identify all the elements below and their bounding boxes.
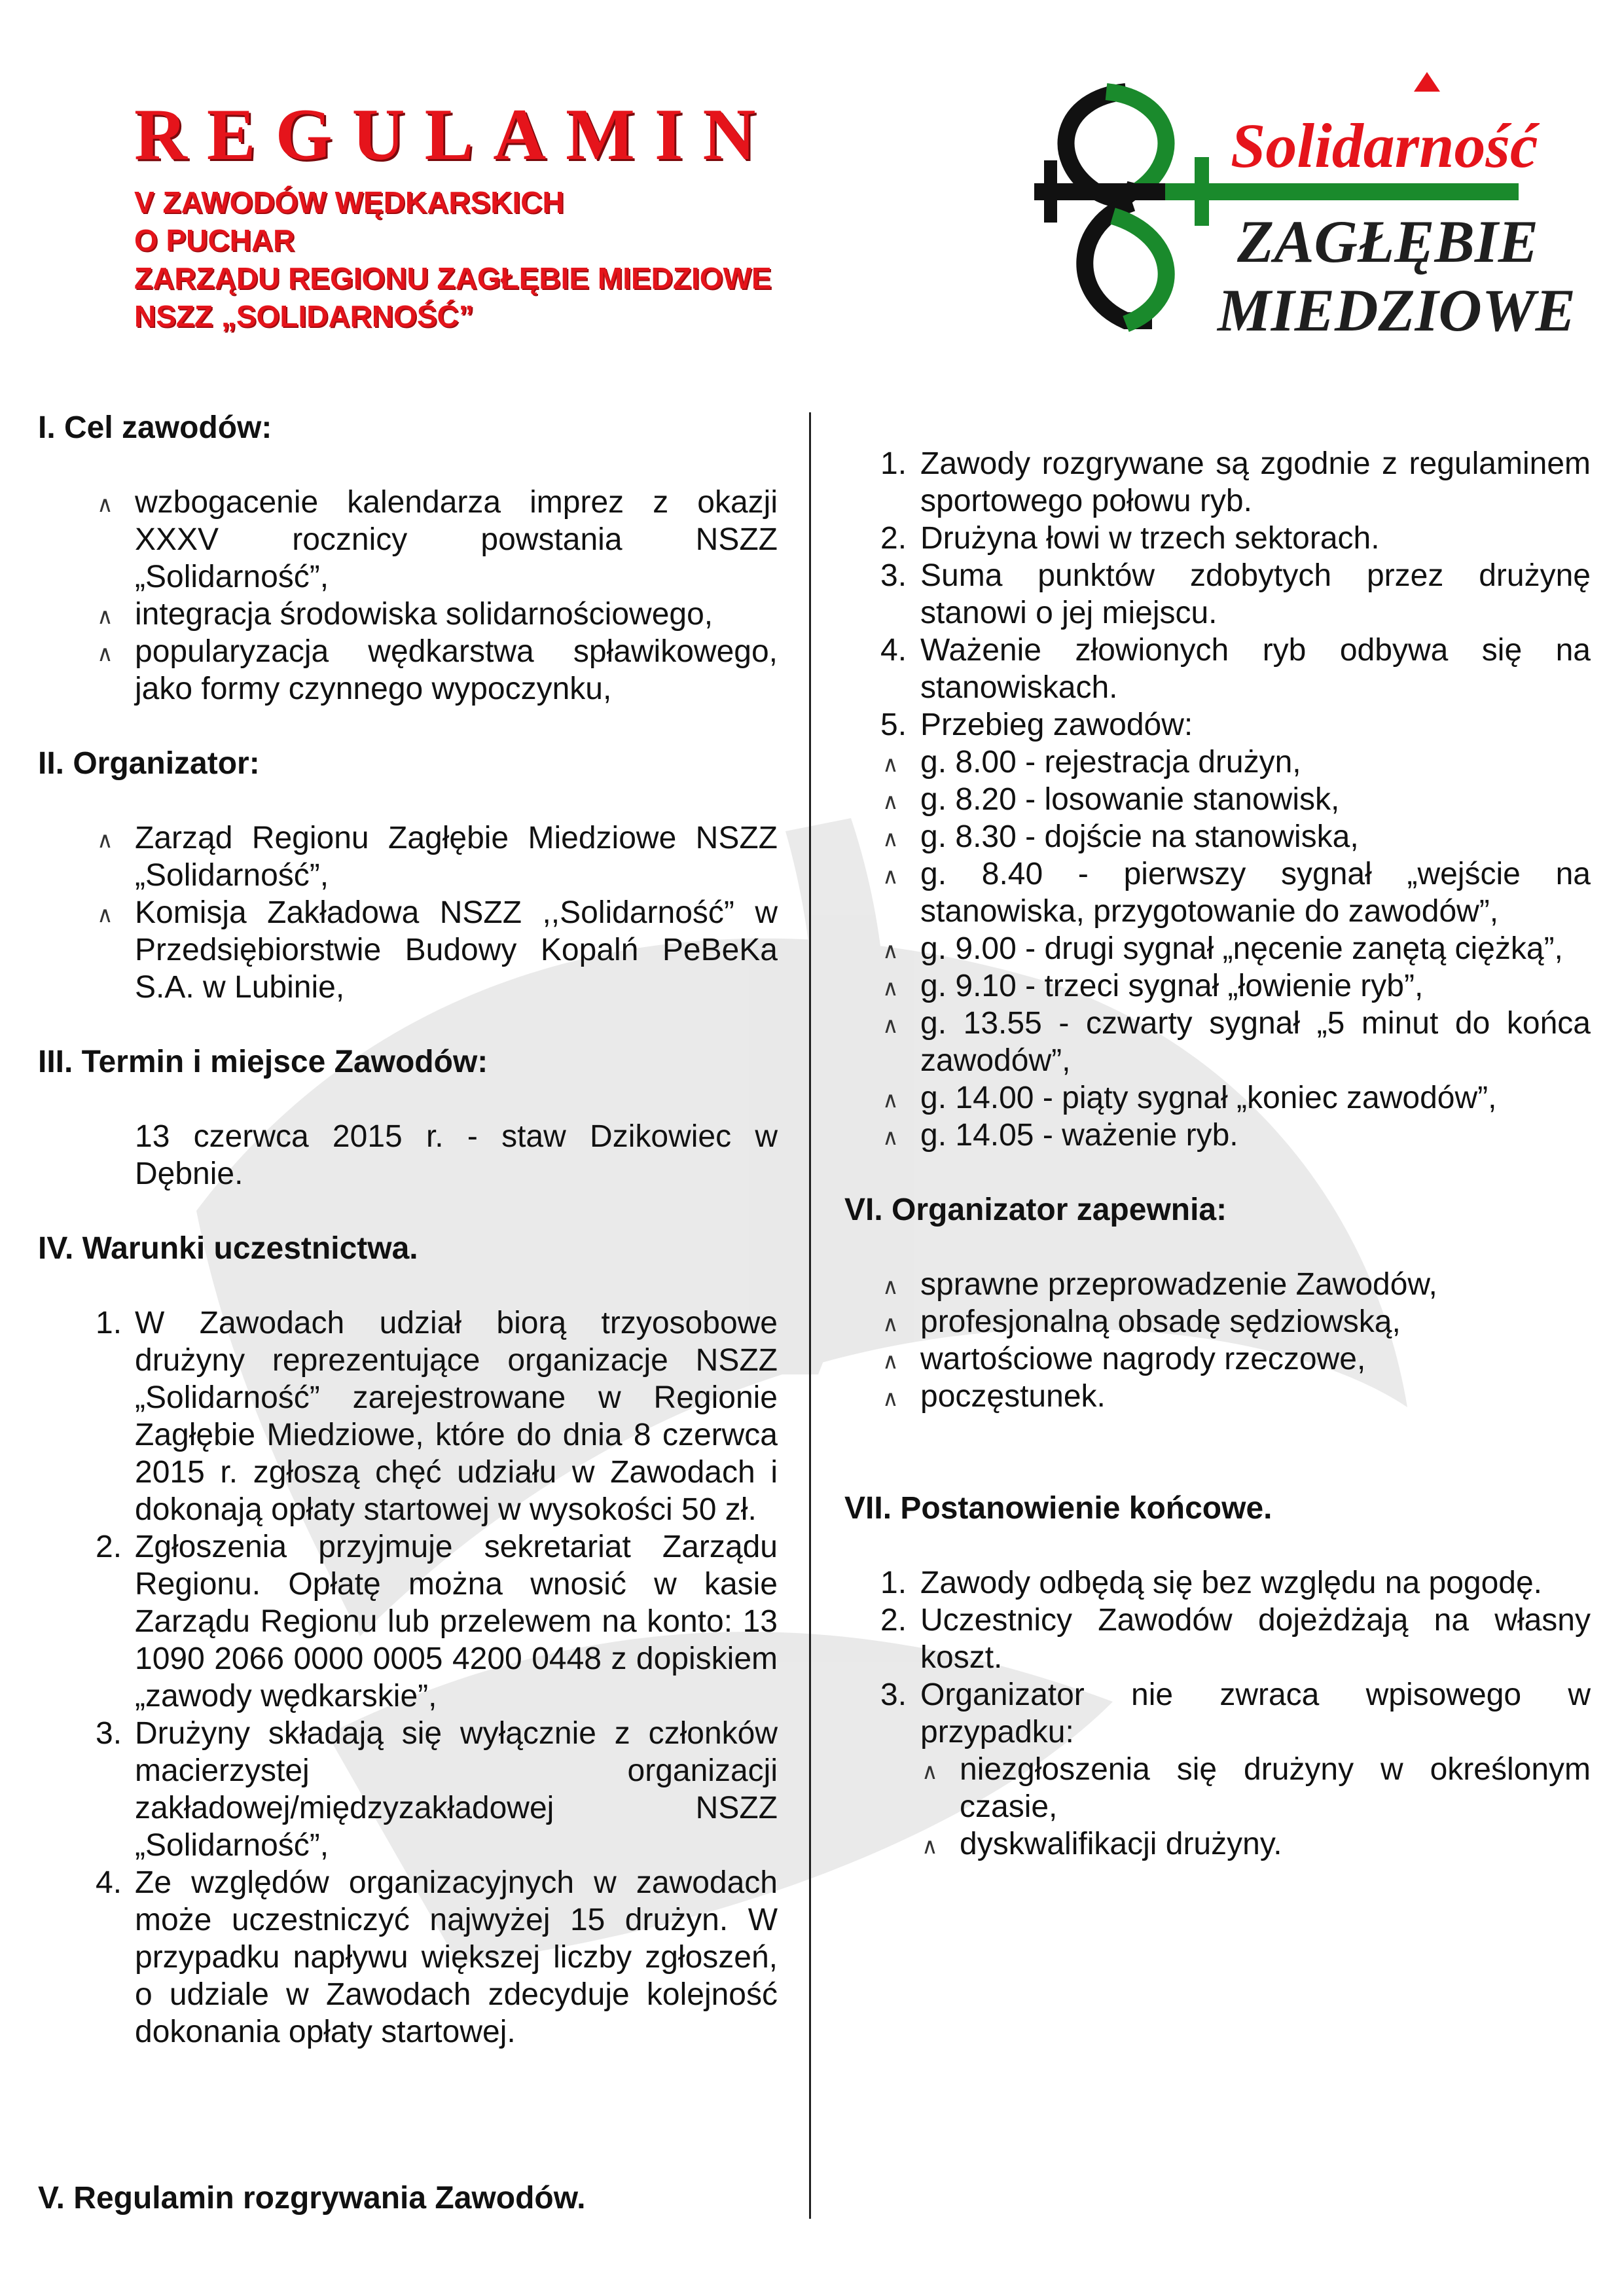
- fishhook-icon: ∧: [882, 1349, 899, 1374]
- list-item: 2. Uczestnicy Zawodów dojeżdżają na własny koszt.: [880, 1603, 1591, 1675]
- list-item: 3. Suma punktów zdobytych przez drużynę stanowi o jej miejscu.: [880, 558, 1591, 630]
- fishhook-icon: ∧: [882, 1312, 899, 1336]
- section-heading: IV. Warunki uczestnictwa.: [38, 1231, 418, 1266]
- section-warunki: [38, 1230, 778, 2051]
- fishhook-icon: ∧: [97, 492, 113, 517]
- termin-text: 13 czerwca 2015 r. - staw Dzikowiec w Dębnie.: [135, 1119, 778, 1191]
- fishhook-icon: ∧: [97, 604, 113, 629]
- schedule-item: ∧ g. 8.00 - rejestracja drużyn,: [844, 744, 1591, 781]
- list-item: 3. Organizator nie zwraca wpisowego w przypadku:: [880, 1677, 1591, 1749]
- schedule-list: [844, 744, 1591, 1154]
- solidarnosc-logo: [1021, 72, 1576, 347]
- list-item: ∧ sprawne przeprowadzenie Zawodów,: [844, 1266, 1591, 1303]
- schedule-item: ∧ g. 14.00 - piąty sygnał „koniec zawodów”,: [844, 1079, 1591, 1117]
- fishhook-icon: ∧: [882, 976, 899, 1001]
- list-item: ∧ profesjonalną obsadę sędziowską,: [844, 1303, 1591, 1340]
- list-item: 1. Zawody rozgrywane są zgodnie z regulaminem sportowego połowu ryb.: [880, 446, 1591, 518]
- fishhook-icon: ∧: [882, 789, 899, 814]
- fishhook-icon: ∧: [882, 827, 899, 852]
- fishhook-icon: ∧: [922, 1834, 938, 1859]
- list-item: 4. Ze względów organizacyjnych w zawodach może uczestniczyć najwyżej 15 drużyn. W przypadku napływu większej liczby zgłoszeń, o udziale w Zawodach zdecyduje kolejność dokonania opłaty startowej.: [96, 1865, 778, 2049]
- section-heading-regulamin: V. Regulamin rozgrywania Zawodów.: [38, 2181, 586, 2215]
- right-column: [844, 445, 1591, 1863]
- fishhook-icon: ∧: [882, 1386, 899, 1411]
- fishhook-icon: ∧: [882, 1013, 899, 1038]
- section-organizator-zapewnia: [844, 1191, 1591, 1415]
- section-heading: VI. Organizator zapewnia:: [844, 1193, 1227, 1227]
- section-organizator: [38, 745, 778, 1006]
- fishhook-icon: ∧: [97, 903, 113, 927]
- schedule-item: ∧ g. 8.20 - losowanie stanowisk,: [844, 781, 1591, 818]
- list-item: ∧ poczęstunek.: [844, 1378, 1591, 1415]
- list-item: ∧ niezgłoszenia się drużyny w określonym czasie,: [922, 1752, 1591, 1824]
- subtitle-line-2: O PUCHAR: [134, 223, 295, 257]
- schedule-item: ∧ g. 8.40 - pierwszy sygnał „wejście na stanowiska, przygotowanie do zawodów”,: [882, 857, 1591, 929]
- logo-line-1: ZAGŁĘBIE: [1237, 208, 1539, 275]
- section-heading: VII. Postanowienie końcowe.: [844, 1491, 1272, 1526]
- fishhook-icon: ∧: [922, 1759, 938, 1784]
- fishhook-icon: ∧: [882, 1125, 899, 1150]
- list-item: 5. Przebieg zawodów:: [880, 708, 1193, 742]
- list-item: ∧ wzbogacenie kalendarza imprez z okazji XXXV rocznicy powstania NSZZ „Solidarność”,: [97, 485, 778, 594]
- list-item: ∧ integracja środowiska solidarnościowego,: [38, 596, 778, 633]
- fishhook-icon: ∧: [882, 1088, 899, 1113]
- section-heading: II. Organizator:: [38, 746, 260, 781]
- list-item: 2. Drużyna łowi w trzech sektorach.: [880, 521, 1380, 556]
- list-item: 1. W Zawodach udział biorą trzyosobowe drużyny reprezentujące organizacje NSZZ „Solidarność” zarejestrowane w Regionie Zagłębie Miedziowe, które do dnia 8 czerwca 2015 r. zgłoszą chęć udziału w Zawodach i dokonają opłaty startowej w wysokości 50 zł.: [96, 1306, 778, 1527]
- list-item: ∧ wartościowe nagrody rzeczowe,: [844, 1340, 1591, 1378]
- subtitle-line-1: V ZAWODÓW WĘDKARSKICH: [134, 185, 564, 219]
- list-item: 3. Drużyny składają się wyłącznie z członków macierzystej organizacji zakładowej/międzyzakładowej NSZZ „Solidarność”,: [96, 1716, 778, 1863]
- schedule-item: ∧ g. 9.10 - trzeci sygnał „łowienie ryb”,: [844, 967, 1591, 1005]
- schedule-item: ∧ g. 8.30 - dojście na stanowiska,: [844, 818, 1591, 855]
- list-item: ∧ Komisja Zakładowa NSZZ ,,Solidarność” w Przedsiębiorstwie Budowy Kopalń PeBeKa S.A. w Lubinie,: [97, 895, 778, 1005]
- fishhook-icon: ∧: [882, 752, 899, 777]
- list-item: ∧ dyskwalifikacji drużyny.: [884, 1825, 1591, 1863]
- fishhook-icon: ∧: [882, 1274, 899, 1299]
- logo-line-2: MIEDZIOWE: [1218, 277, 1576, 344]
- fishhook-icon: ∧: [882, 939, 899, 963]
- fishhook-icon: ∧: [882, 864, 899, 889]
- subtitle-line-3: ZARZĄDU REGIONU ZAGŁĘBIE MIEDZIOWE: [134, 261, 772, 295]
- section-termin: [38, 1043, 778, 1193]
- schedule-item: ∧ g. 9.00 - drugi sygnał „nęcenie zanętą ciężką”,: [844, 930, 1591, 967]
- subtitle-line-4: NSZZ „SOLIDARNOŚĆ”: [134, 299, 474, 333]
- list-item: ∧ Zarząd Regionu Zagłębie Miedziowe NSZZ „Solidarność”,: [97, 821, 778, 893]
- fishhook-icon: ∧: [97, 828, 113, 853]
- fishhook-icon: ∧: [97, 641, 113, 666]
- document-header: [134, 94, 985, 335]
- document-title: REGULAMIN: [134, 94, 776, 175]
- left-column: [38, 409, 778, 2088]
- column-divider: [809, 412, 811, 2219]
- list-item: 2. Zgłoszenia przyjmuje sekretariat Zarządu Regionu. Opłatę można wnosić w kasie Zarządu Regionu lub przelewem na konto: 13 1090 2066 0000 0005 4200 0448 z dopiskiem „zawody wędkarskie”,: [96, 1530, 778, 1713]
- logo-solidarnosc-text: Solidarność: [1231, 111, 1538, 181]
- list-item: 4. Ważenie złowionych ryb odbywa się na stanowiskach.: [880, 633, 1591, 705]
- schedule-item: ∧ g. 14.05 - ważenie ryb.: [844, 1117, 1591, 1154]
- section-cel: [38, 409, 778, 708]
- list-item: 1. Zawody odbędą się bez względu na pogodę.: [880, 1566, 1543, 1600]
- section-heading: III. Termin i miejsce Zawodów:: [38, 1045, 488, 1079]
- section-postanowienie: [844, 1490, 1591, 1863]
- section-heading: I. Cel zawodów:: [38, 410, 272, 445]
- section-regulamin-rozgrywania: [844, 445, 1591, 1154]
- schedule-item: ∧ g. 13.55 - czwarty sygnał „5 minut do końca zawodów”,: [882, 1006, 1591, 1078]
- list-item: ∧ popularyzacja wędkarstwa spławikowego, jako formy czynnego wypoczynku,: [97, 634, 778, 706]
